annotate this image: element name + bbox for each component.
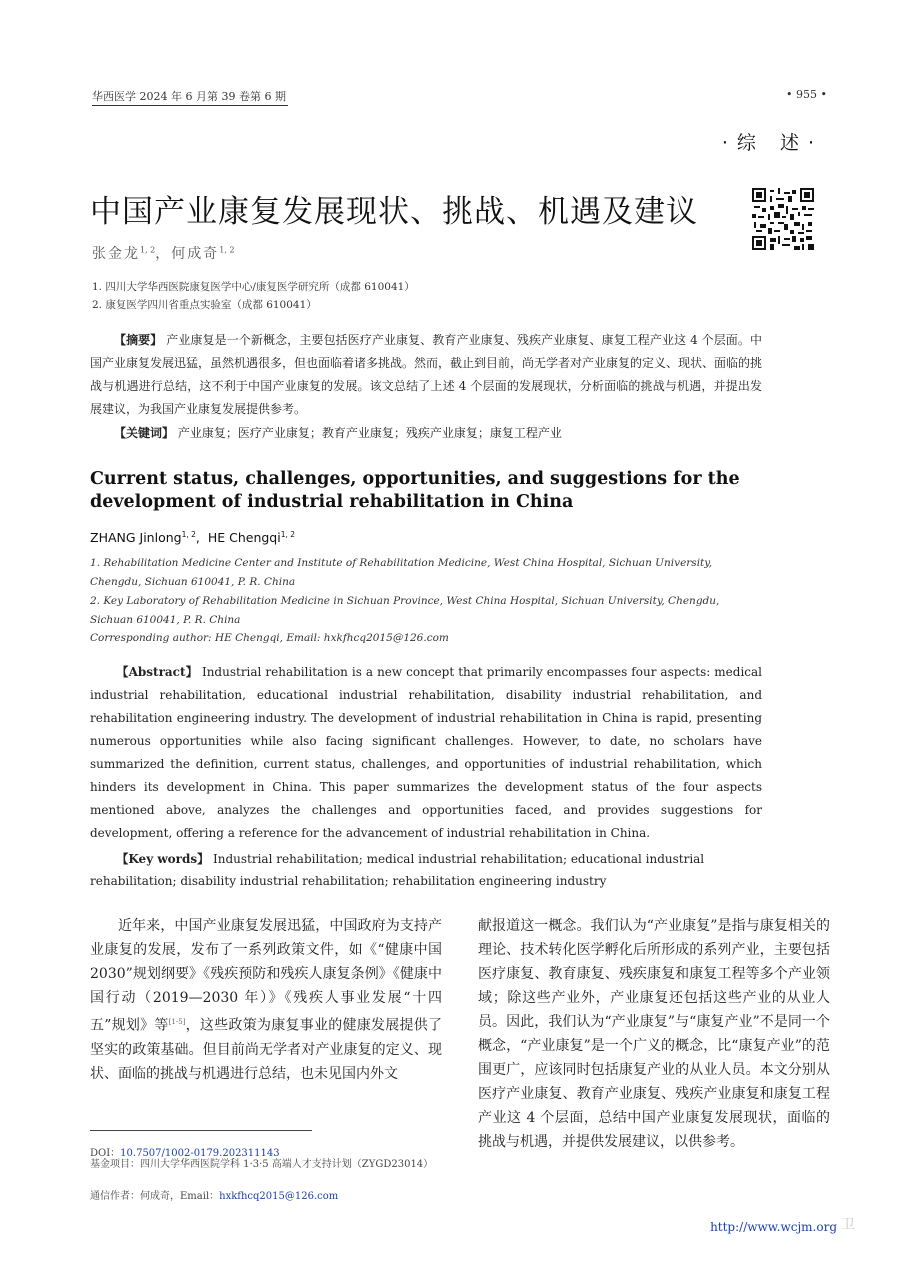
title-chinese: 中国产业康复发展现状、挑战、机遇及建议 xyxy=(90,194,698,230)
author-en-2-affiliation: 1, 2 xyxy=(280,530,296,539)
author-en-2: HE Chengqi xyxy=(207,530,281,546)
body-column-right: 献报道这一概念。我们认为“产业康复”是指与康复相关的理论、技术转化医学孵化后所形成的系列产业，主要包括医疗康复、教育康复、残疾康复和康复工程等多个产业领域；除这些产业外，产业康复还包括这些产业的从业人员。因此，我们认为“产业康复”与“康复产业”不是同一个概念，“产业康复”是一个广义的概念，比“康复产业”的范围更广，应该同时包括康复产业的从业人员。本文分别从医疗产业康复、教育产业康复、残疾产业康复和康复工程产业这 4 个层面，总结中国产业康复发展现状，面临的挑战与机遇，并提供发展建议，以供参考。 xyxy=(478,918,830,1150)
body-left-text-1: 近年来，中国产业康复发展迅猛，中国政府为支持产业康复的发展，发布了一系列政策文件，如《“健康中国 2030”规划纲要》《残疾预防和残疾人康复条例》《健康中国行动（2019—2030 年）》《残疾人事业发展“十四五”规划》等 xyxy=(90,918,442,1034)
journal-header: 华西医学 2024 年 6 月第 39 卷第 6 期 xyxy=(92,90,286,103)
author-1: 张金龙 xyxy=(92,246,140,262)
keywords-english xyxy=(90,848,770,892)
journal-logo: 卫 xyxy=(841,1217,855,1233)
corr-email-link[interactable]: hxkfhcq2015@126.com xyxy=(219,1191,339,1202)
authors-english xyxy=(90,530,295,545)
keywords-chinese xyxy=(90,422,762,445)
authors-chinese xyxy=(92,243,235,263)
author-1-affiliation: 1, 2 xyxy=(140,245,156,255)
footnote-correspondence xyxy=(90,1187,338,1202)
affiliation-cn-1: 1. 四川大学华西医院康复医学中心/康复医学研究所（成都 610041） xyxy=(92,281,415,293)
author-2: 何成奇 xyxy=(171,246,220,262)
abstract-cn-label: 【摘要】 xyxy=(114,333,163,347)
author-separator: ， xyxy=(155,246,172,262)
keywords-cn-label: 【关键词】 xyxy=(114,426,175,440)
title-english: Current status, challenges, opportunities, and suggestions for the development of industrial rehabilitation in China xyxy=(90,469,740,512)
page-number: • 955 • xyxy=(786,88,827,101)
abstract-cn-text: 产业康复是一个新概念，主要包括医疗产业康复、教育产业康复、残疾产业康复、康复工程产业这 4 个层面。中国产业康复发展迅猛，虽然机遇很多，但也面临着诸多挑战。然而，截止到目前，尚无学者对产业康复的定义、现状、面临的挑战与机遇进行总结，这不利于中国产业康复的发展。该文总结了上述 4 个层面的发展现状，分析面临的挑战与机遇，并提出发展建议，为我国产业康复发展提供参考。 xyxy=(90,333,763,416)
affiliation-en-2: 2. Key Laboratory of Rehabilitation Medicine in Sichuan Province, West China Hospital, Sichuan University, Chengdu, Sichuan 610041, P. R. China xyxy=(90,595,720,626)
author-en-1-affiliation: 1, 2 xyxy=(181,530,196,539)
keywords-cn-text: 产业康复；医疗产业康复；教育产业康复；残疾产业康复；康复工程产业 xyxy=(177,426,562,440)
header-rule xyxy=(92,105,288,106)
body-column-left xyxy=(90,914,442,1086)
keywords-en-label: 【Key words】 xyxy=(116,852,210,866)
abstract-en-label: 【Abstract】 xyxy=(116,665,198,679)
abstract-chinese xyxy=(90,329,762,421)
affiliation-cn-2: 2. 康复医学四川省重点实验室（成都 610041） xyxy=(92,299,317,311)
footnote-fund: 基金项目：四川大学华西医院学科 1·3·5 高端人才支持计划（ZYGD23014） xyxy=(90,1159,434,1170)
citation-1-5[interactable]: [1-5] xyxy=(168,1018,186,1026)
author-en-1: ZHANG Jinlong xyxy=(90,530,182,546)
body-left-text-2: ，这些政策为康复事业的健康发展提供了坚实的政策基础。但目前尚无学者对产业康复的定义、现状、面临的挑战与机遇进行总结，也未见国内外文 xyxy=(90,1017,442,1082)
affiliation-en-1: 1. Rehabilitation Medicine Center and Institute of Rehabilitation Medicine, West China Hospital, Sichuan University, Chengdu, Sichuan 610041, P. R. China xyxy=(90,557,713,588)
footnote-rule xyxy=(90,1130,312,1131)
section-tag: ·综 述· xyxy=(721,132,823,154)
footnote-doi xyxy=(90,1144,280,1159)
corresponding-author: Corresponding author: HE Chengqi, Email: hxkfhcq2015@126.com xyxy=(90,632,449,644)
abstract-en-text: Industrial rehabilitation is a new concept that primarily encompasses four aspects: medical industrial rehabilitation, educational industrial rehabilitation, disability industrial rehabilitation, and rehabilitation engineering industry. The development of industrial rehabilitation in China is rapid, presenting numerous opportunities while also facing significant challenges. However, to date, no scholars have summarized the definition, current status, challenges, and opportunities of industrial rehabilitation, which hinders its development in China. This paper summarizes the development status of the four aspects mentioned above, analyzes the challenges and opportunities faced, and provides suggestions for development, offering a reference for the advancement of industrial rehabilitation in China. xyxy=(90,665,762,840)
doi-label: DOI： xyxy=(90,1148,121,1159)
author-2-affiliation: 1, 2 xyxy=(219,245,235,255)
author-en-separator: , xyxy=(195,530,208,546)
qr-code-icon xyxy=(752,188,814,250)
keywords-en-text: Industrial rehabilitation; medical industrial rehabilitation; educational industrial rehabilitation; disability industrial rehabilitation; rehabilitation engineering industry xyxy=(90,852,705,888)
doi-link[interactable]: 10.7507/1002-0179.202311143 xyxy=(120,1148,280,1159)
abstract-english xyxy=(90,661,762,845)
corr-label: 通信作者：何成奇，Email： xyxy=(90,1191,220,1202)
journal-website-link[interactable]: http://www.wcjm.org xyxy=(710,1220,837,1234)
